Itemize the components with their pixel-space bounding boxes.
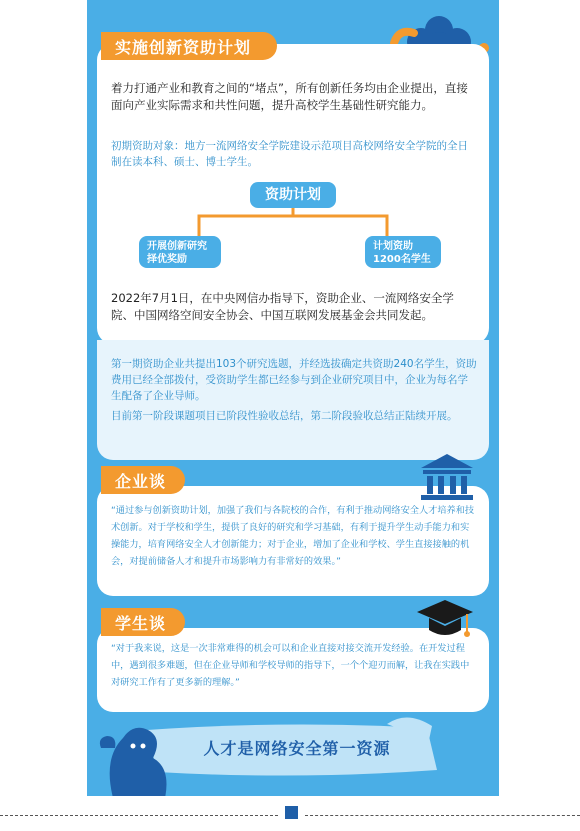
section1-launch: 2022年7月1日，在中央网信办指导下，资助企业、一流网络安全学院、中国网络空间安全协会、中国互联网发展基金会共同发起。 [111, 291, 454, 322]
diagram-right: 计划资助 1200名学生 [365, 236, 441, 268]
section1-title: 实施创新资助计划 [101, 32, 277, 60]
section2-title: 企业谈 [101, 466, 185, 494]
section1-target: 初期资助对象：地方一流网络安全学院建设示范项目高校网络安全学院的全日制在读本科、硕士、博士学生。 [111, 140, 468, 168]
section1-progress: 第一期资助企业共提出103个研究选题，并经选拔确定共资助240名学生，资助费用已经全部拨付，受资助学生都已经参与到企业研究项目中，企业为每名学生配备了企业导师。 [111, 358, 477, 402]
bank-building-icon [419, 452, 475, 502]
page-rule-left [0, 815, 278, 816]
section3-title: 学生谈 [101, 608, 185, 636]
section3-quote: “对于我来说，这是一次非常难得的机会可以和企业直接对接交流开发经验。在开发过程中，遇到很多难题，但在企业导师和学校导师的指导下，一个个迎刃而解，让我在实践中对研究工作有了更多新的理解。” [111, 643, 470, 688]
section1-intro: 着力打通产业和教育之间的“堵点”，所有创新任务均由企业提出，直接面向产业实际需求和共性问题，提升高校学生基础性研究能力。 [111, 81, 468, 112]
footer-slogan: 人才是网络安全第一资源 [203, 739, 391, 758]
diagram-center: 资助计划 [250, 182, 336, 208]
diagram-left: 开展创新研究 择优奖励 [139, 236, 221, 268]
mascot-figure-icon [93, 718, 183, 796]
section2-quote: “通过参与创新资助计划，加强了我们与各院校的合作，有利于推动网络安全人才培养和技术创新。对于学校和学生，提供了良好的研究和学习基础，有利于提升学生动手能力和实操能力，培育网络安全人才创新能力；对于企业，增加了企业和学校、学生直接接触的机会，对提前储备人才和提升市场影响力有非常好的效果。” [111, 505, 475, 567]
graduation-cap-icon [415, 596, 475, 646]
section1-progress2: 目前第一阶段课题项目已阶段性验收总结，第二阶段验收总结正陆续开展。 [111, 410, 458, 422]
page-rule-right [305, 815, 580, 816]
poster [87, 0, 499, 796]
page-marker [285, 806, 298, 819]
